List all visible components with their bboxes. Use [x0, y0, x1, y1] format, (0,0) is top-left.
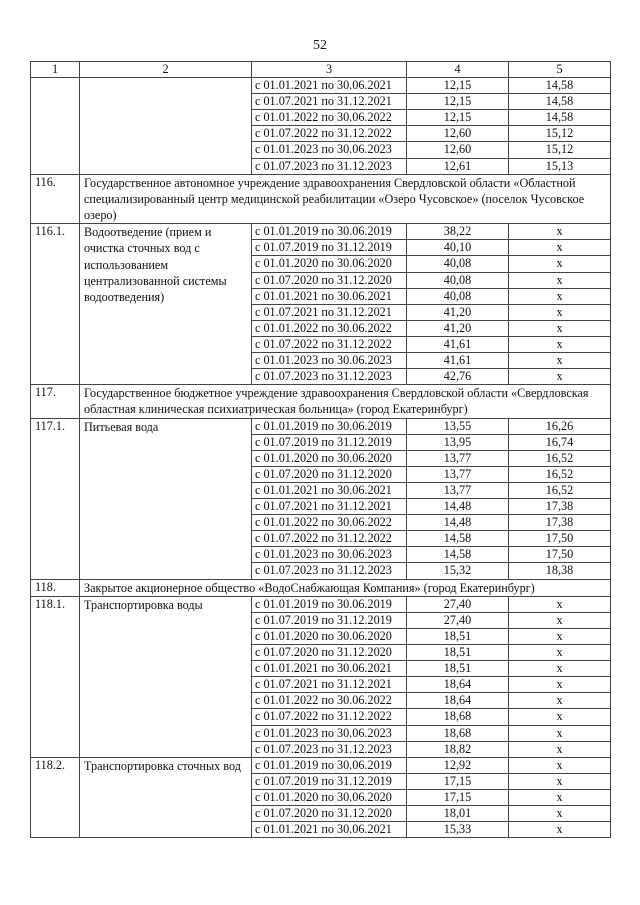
value-col4-cell: 12,61	[407, 158, 509, 174]
value-col4-cell: 15,33	[407, 822, 509, 838]
value-col4-cell: 18,68	[407, 709, 509, 725]
table-row	[31, 757, 611, 773]
period-cell: с 01.01.2019 по 30.06.2019	[252, 418, 407, 434]
organization-name: Закрытое акционерное общество «ВодоСнабжающая Компания» (город Екатеринбург)	[80, 579, 611, 596]
value-col4-cell: 18,01	[407, 805, 509, 821]
value-col4-cell: 18,64	[407, 693, 509, 709]
period-cell: с 01.01.2022 по 30.06.2022	[252, 320, 407, 336]
period-cell: с 01.07.2022 по 31.12.2022	[252, 709, 407, 725]
value-col4-cell: 14,58	[407, 531, 509, 547]
period-cell: с 01.07.2022 по 31.12.2022	[252, 126, 407, 142]
value-col5-cell: 16,52	[509, 466, 611, 482]
service-number: 117.1.	[31, 418, 80, 579]
service-number: 118.1.	[31, 596, 80, 757]
value-col4-cell: 18,68	[407, 725, 509, 741]
period-cell: с 01.01.2023 по 30.06.2023	[252, 547, 407, 563]
value-col5-cell: x	[509, 677, 611, 693]
period-cell: с 01.01.2022 по 30.06.2022	[252, 515, 407, 531]
value-col4-cell: 40,08	[407, 272, 509, 288]
value-col4-cell: 12,15	[407, 94, 509, 110]
value-col5-cell: 16,74	[509, 434, 611, 450]
period-cell: с 01.07.2021 по 31.12.2021	[252, 677, 407, 693]
organization-row	[31, 385, 611, 418]
value-col4-cell: 40,08	[407, 256, 509, 272]
value-col4-cell: 12,60	[407, 142, 509, 158]
value-col5-cell: x	[509, 369, 611, 385]
column-header-4: 4	[407, 62, 509, 78]
period-cell: с 01.07.2019 по 31.12.2019	[252, 612, 407, 628]
value-col5-cell: x	[509, 304, 611, 320]
value-col4-cell: 18,51	[407, 628, 509, 644]
table-row	[31, 78, 611, 94]
service-name: Транспортировка воды	[80, 596, 252, 757]
organization-row	[31, 174, 611, 224]
period-cell: с 01.01.2021 по 30.06.2021	[252, 78, 407, 94]
service-number: 118.2.	[31, 757, 80, 837]
period-cell: с 01.07.2023 по 31.12.2023	[252, 563, 407, 579]
period-cell: с 01.01.2021 по 30.06.2021	[252, 482, 407, 498]
section-number: 118.	[31, 579, 80, 596]
value-col5-cell: 14,58	[509, 110, 611, 126]
period-cell: с 01.01.2019 по 30.06.2019	[252, 596, 407, 612]
value-col4-cell: 12,15	[407, 78, 509, 94]
period-cell: с 01.07.2021 по 31.12.2021	[252, 499, 407, 515]
value-col5-cell: x	[509, 741, 611, 757]
value-col4-cell: 17,15	[407, 789, 509, 805]
period-cell: с 01.01.2023 по 30.06.2023	[252, 353, 407, 369]
value-col4-cell: 38,22	[407, 224, 509, 240]
period-cell: с 01.07.2023 по 31.12.2023	[252, 741, 407, 757]
period-cell: с 01.07.2020 по 31.12.2020	[252, 466, 407, 482]
value-col5-cell: 17,50	[509, 531, 611, 547]
value-col4-cell: 13,77	[407, 466, 509, 482]
value-col5-cell: 15,12	[509, 142, 611, 158]
value-col4-cell: 18,51	[407, 645, 509, 661]
organization-row	[31, 579, 611, 596]
value-col4-cell: 17,15	[407, 773, 509, 789]
value-col4-cell: 18,51	[407, 661, 509, 677]
value-col5-cell: x	[509, 288, 611, 304]
value-col5-cell: x	[509, 822, 611, 838]
value-col5-cell: x	[509, 596, 611, 612]
period-cell: с 01.01.2020 по 30.06.2020	[252, 628, 407, 644]
column-header-3: 3	[252, 62, 407, 78]
period-cell: с 01.07.2021 по 31.12.2021	[252, 304, 407, 320]
column-header-1: 1	[31, 62, 80, 78]
value-col4-cell: 40,10	[407, 240, 509, 256]
section-number: 116.	[31, 174, 80, 224]
value-col5-cell: 18,38	[509, 563, 611, 579]
period-cell: с 01.07.2019 по 31.12.2019	[252, 240, 407, 256]
value-col4-cell: 18,82	[407, 741, 509, 757]
value-col4-cell: 14,48	[407, 499, 509, 515]
tariff-table	[30, 61, 611, 838]
period-cell: с 01.01.2022 по 30.06.2022	[252, 693, 407, 709]
period-cell: с 01.07.2019 по 31.12.2019	[252, 434, 407, 450]
page-number: 52	[313, 38, 327, 53]
value-col4-cell: 40,08	[407, 288, 509, 304]
value-col5-cell: x	[509, 336, 611, 352]
value-col5-cell: x	[509, 612, 611, 628]
period-cell: с 01.01.2023 по 30.06.2023	[252, 725, 407, 741]
value-col4-cell: 12,15	[407, 110, 509, 126]
service-name: Питьевая вода	[80, 418, 252, 579]
period-cell: с 01.01.2020 по 30.06.2020	[252, 256, 407, 272]
value-col5-cell: x	[509, 256, 611, 272]
value-col5-cell: x	[509, 320, 611, 336]
period-cell: с 01.01.2021 по 30.06.2021	[252, 822, 407, 838]
value-col4-cell: 12,92	[407, 757, 509, 773]
value-col5-cell: x	[509, 240, 611, 256]
value-col5-cell: 17,50	[509, 547, 611, 563]
value-col5-cell: 15,13	[509, 158, 611, 174]
value-col5-cell: x	[509, 272, 611, 288]
value-col4-cell: 42,76	[407, 369, 509, 385]
period-cell: с 01.07.2022 по 31.12.2022	[252, 531, 407, 547]
table-row	[31, 418, 611, 434]
value-col5-cell: x	[509, 224, 611, 240]
value-col4-cell: 13,77	[407, 450, 509, 466]
table-row	[31, 224, 611, 240]
value-col5-cell: 16,26	[509, 418, 611, 434]
value-col5-cell: 17,38	[509, 515, 611, 531]
value-col4-cell: 13,95	[407, 434, 509, 450]
value-col5-cell: x	[509, 805, 611, 821]
value-col4-cell: 14,58	[407, 547, 509, 563]
value-col4-cell: 13,55	[407, 418, 509, 434]
period-cell: с 01.07.2022 по 31.12.2022	[252, 336, 407, 352]
value-col5-cell: x	[509, 709, 611, 725]
value-col4-cell: 14,48	[407, 515, 509, 531]
value-col4-cell: 27,40	[407, 612, 509, 628]
period-cell: с 01.07.2020 по 31.12.2020	[252, 645, 407, 661]
column-header-row	[31, 62, 611, 78]
value-col5-cell: 16,52	[509, 450, 611, 466]
table-row	[31, 596, 611, 612]
organization-name: Государственное бюджетное учреждение здравоохранения Свердловской области «Свердловская областная клиническая психиатрическая больница» (город Екатеринбург)	[80, 385, 611, 418]
period-cell: с 01.07.2020 по 31.12.2020	[252, 805, 407, 821]
number-cell-empty	[31, 78, 80, 175]
value-col5-cell: x	[509, 757, 611, 773]
value-col4-cell: 15,32	[407, 563, 509, 579]
value-col5-cell: x	[509, 645, 611, 661]
service-name: Транспортировка сточных вод	[80, 757, 252, 837]
value-col5-cell: x	[509, 789, 611, 805]
value-col4-cell: 41,61	[407, 336, 509, 352]
service-number: 116.1.	[31, 224, 80, 385]
period-cell: с 01.01.2020 по 30.06.2020	[252, 789, 407, 805]
value-col4-cell: 41,20	[407, 320, 509, 336]
period-cell: с 01.07.2019 по 31.12.2019	[252, 773, 407, 789]
period-cell: с 01.07.2021 по 31.12.2021	[252, 94, 407, 110]
period-cell: с 01.01.2019 по 30.06.2019	[252, 224, 407, 240]
period-cell: с 01.01.2023 по 30.06.2023	[252, 142, 407, 158]
value-col4-cell: 41,61	[407, 353, 509, 369]
column-header-5: 5	[509, 62, 611, 78]
value-col4-cell: 18,64	[407, 677, 509, 693]
value-col5-cell: 14,58	[509, 78, 611, 94]
service-name: Водоотведение (прием и очистка сточных вод с использованием централизованной системы водоотведения)	[80, 224, 252, 385]
value-col5-cell: x	[509, 725, 611, 741]
section-number: 117.	[31, 385, 80, 418]
period-cell: с 01.01.2020 по 30.06.2020	[252, 450, 407, 466]
period-cell: с 01.07.2023 по 31.12.2023	[252, 158, 407, 174]
period-cell: с 01.07.2020 по 31.12.2020	[252, 272, 407, 288]
value-col5-cell: 14,58	[509, 94, 611, 110]
value-col5-cell: x	[509, 353, 611, 369]
value-col5-cell: 16,52	[509, 482, 611, 498]
name-cell-empty	[80, 78, 252, 175]
period-cell: с 01.01.2021 по 30.06.2021	[252, 661, 407, 677]
value-col5-cell: x	[509, 628, 611, 644]
period-cell: с 01.01.2021 по 30.06.2021	[252, 288, 407, 304]
value-col4-cell: 27,40	[407, 596, 509, 612]
value-col5-cell: x	[509, 693, 611, 709]
value-col5-cell: x	[509, 661, 611, 677]
value-col4-cell: 41,20	[407, 304, 509, 320]
period-cell: с 01.07.2023 по 31.12.2023	[252, 369, 407, 385]
period-cell: с 01.01.2019 по 30.06.2019	[252, 757, 407, 773]
value-col4-cell: 13,77	[407, 482, 509, 498]
value-col5-cell: 17,38	[509, 499, 611, 515]
organization-name: Государственное автономное учреждение здравоохранения Свердловской области «Областной специализированный центр медицинской реабилитации «Озеро Чусовское» (поселок Чусовское озеро)	[80, 174, 611, 224]
value-col5-cell: 15,12	[509, 126, 611, 142]
value-col5-cell: x	[509, 773, 611, 789]
value-col4-cell: 12,60	[407, 126, 509, 142]
column-header-2: 2	[80, 62, 252, 78]
period-cell: с 01.01.2022 по 30.06.2022	[252, 110, 407, 126]
